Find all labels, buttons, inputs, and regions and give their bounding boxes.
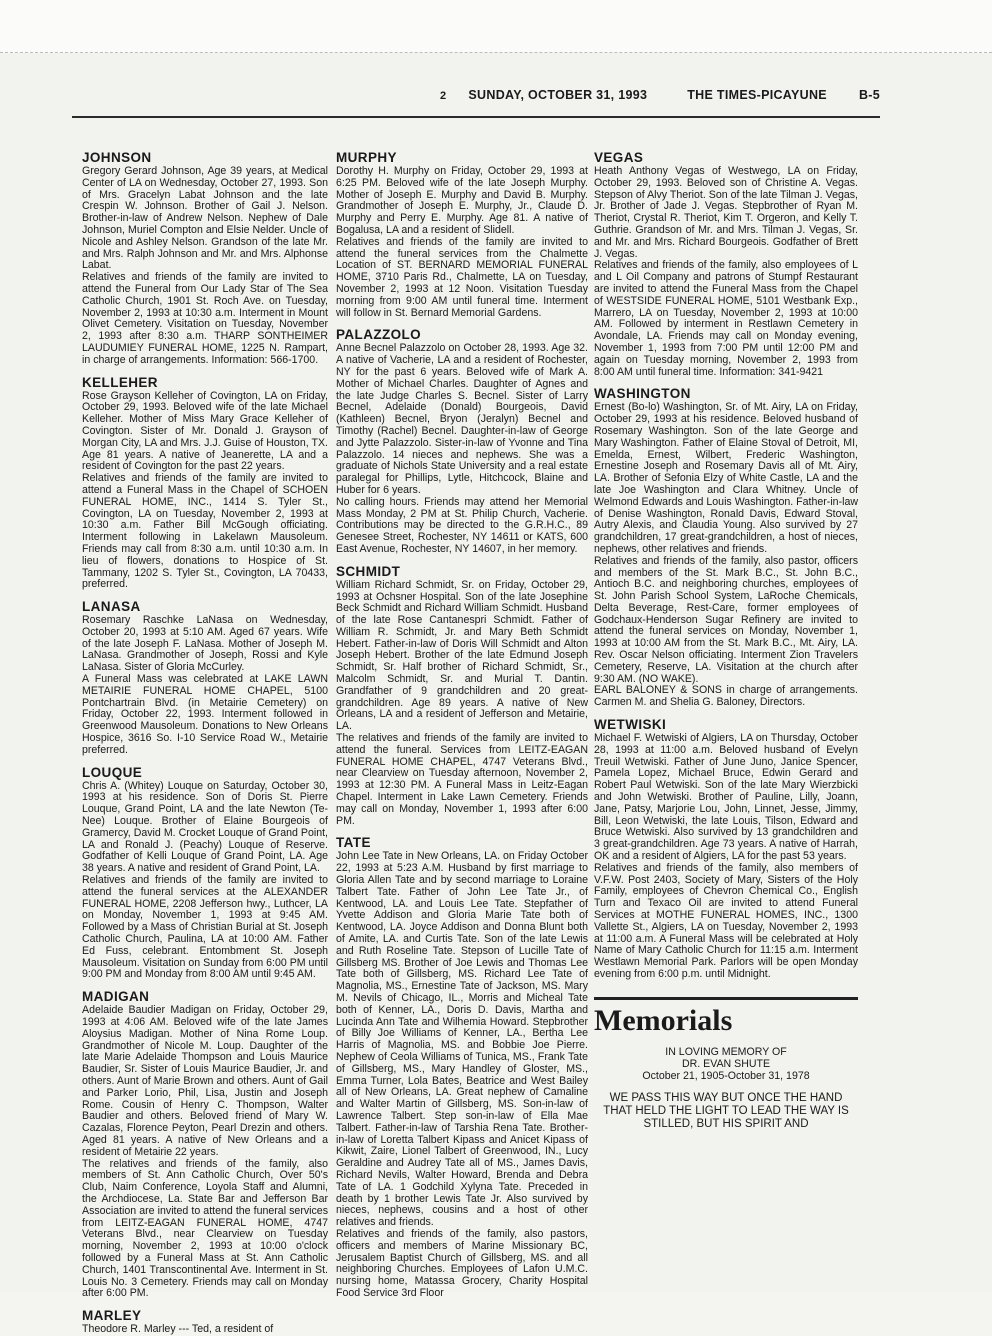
obituary-name: LOUQUE [82,764,143,780]
memorial-name: DR. EVAN SHUTE [681,1057,771,1070]
header-rule [72,116,880,118]
newspaper-name: THE TIMES-PICAYUNE [687,88,827,102]
obituary-name: VEGAS [594,150,644,165]
obituary-paragraph: Relatives and friends of the family, also pastors, officers and members of Marine Missionary BC, Jerusalem Baptist Church of Gillsberg, MS. and all neighboring Churches. Employees of Lafon U.M.C. nursing home, Matassa Grocery, Charity Hospital Food Service 3rd Floor [336,1227,588,1299]
obituary-paragraph: Ernest (Bo-lo) Washington, Sr. of Mt. Airy, LA on Friday, October 29, 1993 at his residence. Beloved husband of Rosemary Washington. Son of the late George and Mary Washington. Father of Elaine Stoval of Detroit, MI, Emelda, Ernest, Wilbert, Frederic Washington, Ernestine Joseph and Rosemary Davis all of Mt. Airy, LA. Brother of Sefonia Elzy of White Castle, LA and the late Joe Washington and Clara Whitney. Uncle of Welmond Edwards and Louis Washington. Father-in-law of Denise Washington, Ronald Davis, Edward Stoval, Autry Alexis, and Claudia Young. Also survived by 27 grandchildren, 17 great-grandchildren, a host of nieces, nephews, other relatives and friends. [594,401,858,555]
obituary-name: JOHNSON [82,150,152,165]
page-header [440,88,880,110]
obituary-name: WETWISKI [594,717,667,733]
memorial-line-1: IN LOVING MEMORY OF [665,1045,787,1058]
column-2 [336,150,588,1299]
obituary-paragraph: John Lee Tate in New Orleans, LA. on Friday October 22, 1993 at 5:23 A.M. Husband by first marriage to Gloria Allen Tate and by second marriage to Loraine Talbert Tate. Father of John Lee Tate Jr., of Kentwood, LA. and Louis Lee Tate. Stepfather of Yvette Addison and Gloria Marie Tate both of Kentwood, LA. Joyce Addison and Donna Blunt both of Amite, LA. and Curtis Tate. Son of the late Lewis and Ruth Roseline Tate. Stepson of Lucille Tate of Gillsberg MS. Brother of Joe Lewis and Thomas Lee Tate both of Gillsberg, MS. Richard Lee Tate of Magnolia, MS., Ernestine Tate of Jackson, MS. Mary M. Nevils of Chicago, IL., Morris and Micheal Tate both of Kenner, LA., Doris D. Davis, Martha and Lucinda Ann Tate and Wilhemia Howard. Stepbrother of Billy Joe Williams of Kenner, LA., Bertha Lee Harris of Magnolia, MS. and Bobbie Joe Pierre. Nephew of Ceola Williams of Tunica, MS., Frank Tate of Gillsberg, MS., Mary Handley of Gloster, MS., Emma Turner, Lola Bates, Beatrice and West Bailey all of New Orleans, LA. Great nephew of Camaline and Walter Martin of Gillsberg, MS. Son-in-law of Lawrence Talbert. Step son-in-law of Ella Mae Talbert. Father-in-law of Tarshia Rena Tate. Brother-in-law of Loretta Talbert Kipass and Anicet Kipass of Kikwit, Zaire, Lionel Talbert of Greenwood, IN., Lucy Geraldine and Audrey Tate all of MS., James Davis, Richard Nevils, Walter Howard, Brenda and Debra Tate of LA. 1 Godchild Xylyna Tate. Preceded in death by 1 brother Lewis Tate Jr. Also survived by nieces, nephews, cousins and a host of other relatives and friends. [336,850,588,1229]
obituary-johnson [82,150,328,367]
obituary-madigan [82,989,328,1300]
obituary-paragraph: Relatives and friends of the family are invited to attend the funeral services at the ALEXANDER FUNERAL HOME, 2208 Jefferson hwy., Luthcer, LA on Monday, November 1, 1993 at 9:45 AM. Followed by a Mass of Christian Burial at St. Joseph Catholic Church, Paulina, LA at 10:00 AM. Father Ed Fuss, celebrant. Entombment St. Joseph Mausoleum. Visitation on Sunday from 6:00 PM until 9:00 PM and Monday from 8:00 AM until 9:45 AM. [82,874,328,981]
obituary-name: MADIGAN [82,989,150,1005]
column-3 [594,150,858,1292]
obituary-name: PALAZZOLO [336,327,422,343]
obituary-paragraph: William Richard Schmidt, Sr. on Friday, October 29, 1993 at Ochsner Hospital. Son of the late Josephine Beck Schmidt and Richard William Schmidt. Husband of the late Rose Cantanespri Schmidt. Father of William R. Schmidt, Jr. and Mary Beth Schmidt Hebert. Father-in-law of Doris Will Schmidt and Alton Joseph Hebert. Brother of the late Edmund Joseph Schmidt, Sr. Half brother of Richard Schmidt, Sr., Malcolm Schmidt, Sr. and Murial T. Dantin. Grandfather of 9 grandchildren and 20 great-grandchildren. Age 89 years. A native of New Orleans, LA and a resident of Jefferson and Metairie, LA. [336,578,588,733]
obituary-name: MURPHY [336,150,397,165]
obituary-stack [594,150,858,981]
obituary-lanasa [82,599,328,757]
obituary-washington [594,386,858,709]
obituary-paragraph: Chris A. (Whitey) Louque on Saturday, October 30, 1993 at his residence. Son of Doris St. Pierre Louque, Grand Point, LA and the late Newton (Te-Nee) Louque. Brother of Elaine Bourgeois of Gramercy, David M. Crocket Louque of Grand Point, LA and Ronald J. (Peachy) Louque of Reserve. Godfather of Kelli Louque of Grand Point, LA. Age 38 years. A native and resident of Grand Point, LA. [82,779,328,875]
header-date: SUNDAY, OCTOBER 31, 1993 [468,88,648,102]
obituary-paragraph: Relatives and friends of the family are invited to attend the Funeral from Our Lady Star of The Sea Catholic Church, 1901 St. Roch Ave. on Tuesday, November 2, 1993 at 10:30 a.m. Interment in Mount Olivet Cemetery. Visitation on Tuesday, November 2, 1993 after 8:30 a.m. THARP SONTHEIMER LAUDUMIEY FUNERAL HOME, 1225 N. Rampart, in charge of arrangements. Information: 566-1700. [82,271,328,366]
obituary-paragraph: Adelaide Baudier Madigan on Friday, October 29, 1993 at 4:06 AM. Beloved wife of the late James Aloysius Madigan. Mother of Nina Rome Loup. Grandmother of Nicole M. Loup. Daughter of the late Marie Adelaide Thompson and Louis Maurice Baudier, Sr. Sister of Louis Maurice Baudier, Jr. and others. Aunt of Marie Brown and others. Aunt of Gail and Parker Lorio, Phil, Lisa, Justin and Joseph Rome. Cousin of Henry C. Thompson, Walter Baudier and others. Beloved friend of Mary W. Cazalas, Florence Peyton, Pearl Drezin and others. Aged 81 years. A native of New Orleans and a resident of Metairie 22 years. [82,1004,328,1158]
obituary-paragraph: A Funeral Mass was celebrated at LAKE LAWN METAIRIE FUNERAL HOME CHAPEL, 5100 Pontchartrain Blvd. (in Metairie Cemetery) on Friday, October 22, 1993. Interment followed in Greenwood Mausoleum. Donations to New Orleans Hospice, 3616 So. I-10 Service Road W., Metairie preferred. [82,673,328,756]
obituary-palazzolo [336,327,588,555]
obituary-paragraph: Relatives and friends of the family, also members of V.F.W. Post 2403, Society of Mary, Sisters of the Holy Family, employees of Chevron Chemical Co., English Turn and Texaco Oil are invited to attend Funeral Services at MOTHE FUNERAL HOMES, INC., 1300 Vallette St., Algiers, LA on Tuesday, November 2, 1993 at 11:00 a.m. A Funeral Mass will be celebrated at Holy Name of Mary Catholic Church for 11:15 a.m. Interment Westlawn Memorial Park. Parlors will be open Monday evening from 6:00 p.m. until Midnight. [594,861,858,980]
obituary-murphy [336,150,588,319]
column-1 [82,150,328,1336]
obituary-name: MARLEY [82,1308,142,1324]
obituary-name: SCHMIDT [336,563,401,579]
obituary-paragraph: EARL BALONEY & SONS in charge of arrangements. Carmen M. and Shelia G. Baloney, Directors. [594,684,858,709]
obituary-marley [82,1308,328,1336]
obituary-paragraph: The relatives and friends of the family are invited to attend the funeral. Services from LEITZ-EAGAN FUNERAL HOME CHAPEL, 4747 Veterans Blvd., near Clearview on Tuesday afternoon, November 2, 1993 at 12:30 PM. A Funeral Mass in Leitz-Eagan Chapel. Interment in Lake Lawn Cemetery. Friends may call on Monday, November 1, 1993 after 6:00 PM. [336,732,588,827]
torn-paper-edge [0,0,992,53]
memorial-verse: WE PASS THIS WAY BUT ONCE THE HAND THAT HELD THE LIGHT TO LEAD THE WAY IS STILLED, BUT HIS SPIRIT AND [603,1091,849,1130]
obituary-paragraph: Heath Anthony Vegas of Westwego, LA on Friday, October 29, 1993. Beloved son of Christine A. Vegas. Stepson of Alvy Theriot. Son of the late Tilman J. Vegas, Jr. Brother of Jade J. Vegas. Stepbrother of Ryan M. Theriot, Crystal R. Theriot, Kim T. Orgeron, and Kelly T. Guthrie. Grandson of Mr. and Mrs. Tilman J. Vegas, Sr. and Mr. and Mrs. Richard Bourgeois. Godfather of Brett J. Vegas. [594,165,858,260]
obituary-wetwiski [594,717,858,981]
obituary-paragraph: Relatives and friends of the family are invited to attend a Funeral Mass in the Chapel of SCHOEN FUNERAL HOME, INC., 1414 S. Tyler St., Covington, LA on Tuesday, November 2, 1993 at 10:30 a.m. Father Bill McGough officiating. Interment following in Lakelawn Mausoleum. Friends may call from 8:30 a.m. until 10:30 a.m. In lieu of flowers, donations to Hospice of St. Tammany, 1202 S. Tyler St., Covington, LA 70433, preferred. [82,472,328,591]
obituary-paragraph: Rosemary Raschke LaNasa on Wednesday, October 20, 1993 at 5:10 AM. Aged 67 years. Wife of the late Joseph F. LaNasa. Mother of Joseph M. LaNasa. Grandmother of Joseph, Rossi and Kyle LaNasa. Sister of Gloria McCurley. [82,614,328,674]
section-label: B-5 [858,88,880,102]
obituary-tate [336,835,588,1299]
obituary-paragraph: Relatives and friends of the family, also pastor, officers and members of the St. Mark B.C., St. John B.C., Antioch B.C. and neighboring churches, employees of St. John Parish School System, LaRoche Chemicals, Delta Beverage, Rest-Care, former employees of Godchaux-Henderson Sugar Refinery are invited to attend the funeral services on Monday, November 1, 1993 at 10:00 AM from the St. Mark B.C., Mt. Airy, LA. Rev. Oscar Nelson officiating. Interment Zion Travelers Cemetery, Reserve, LA. Visitation at the church after 9:30 AM. (NO WAKE). [594,554,858,685]
memorial-notice [594,1046,858,1131]
obituary-paragraph: Rose Grayson Kelleher of Covington, LA on Friday, October 29, 1993. Beloved wife of the late Michael Kelleher. Mother of Miss Mary Grace Kelleher of Covington. Sister of Mr. Donald J. Grayson of Morgan City, LA and Mrs. J.J. Guise of Houston, TX. Age 81 years. A native of Jeanerette, LA and a resident of Covington for the past 22 years. [82,389,328,473]
obituary-paragraph: The relatives and friends of the family, also members of St. Ann Catholic Church, Over 50's Club, Naim Conference, Loyola Staff and Alumni, the Archdiocese, La. State Bar and Jefferson Bar Association are invited to attend the funeral services from LEITZ-EAGAN FUNERAL HOME, 4747 Veterans Blvd., near Clearview on Tuesday morning, November 2, 1993 at 10:00 o'clock followed by a Funeral Mass at St. Ann Catholic Church, 1401 Transcontinental Ave. Interment in St. Louis No. 3 Cemetery. Friends may call on Monday after 6:00 PM. [82,1157,328,1300]
obituary-name: LANASA [82,599,141,615]
memorial-dates: October 21, 1905-October 31, 1978 [642,1069,810,1082]
obituary-kelleher [82,375,328,592]
obituary-name: TATE [336,835,371,851]
obituary-name: WASHINGTON [594,386,691,402]
obituary-schmidt [336,564,588,828]
obituary-paragraph: Relatives and friends of the family, also employees of L and L Oil Company and patrons of Stumpf Restaurant are invited to attend the Funeral Mass from the Chapel of WESTSIDE FUNERAL HOME, 5101 Westbank Exp., Marrero, LA on Tuesday, November 2, 1993 at 10:00 AM. Followed by interment in Restlawn Cemetery in Avondale, LA. Friends may call on Monday evening, November 1, 1993 from 7:00 PM until 12:00 PM and again on Tuesday morning, November 2, 1993 from 8:00 AM until funeral time. Information: 341-9421 [594,259,858,378]
obituary-paragraph: Dorothy H. Murphy on Friday, October 29, 1993 at 6:25 PM. Beloved wife of the late Joseph Murphy. Mother of Joseph E. Murphy and David B. Murphy. Grandmother of Joseph E. Murphy, Jr., Claude D. Murphy and Perry E. Murphy. Age 81. A native of Bogalusa, LA and a resident of Slidell. [336,165,588,236]
obituary-vegas [594,150,858,378]
page-number: 2 [440,90,447,102]
obituary-paragraph: No calling hours. Friends may attend her Memorial Mass Monday, 2 PM at St. Philip Church, Vacherie. Contributions may be directed to the G.R.H.C., 89 Genesee Street, Rochester, NY 14611 or KATS, 600 East Avenue, Rochester, NY 14607, in her memory. [336,495,588,555]
obituary-paragraph: Relatives and friends of the family are invited to attend the funeral services from the Chalmette Location of ST. BERNARD MEMORIAL FUNERAL HOME, 3710 Paris Rd., Chalmette, LA on Tuesday, November 2, 1993 at 12 Noon. Visitation Tuesday morning from 9:00 AM until funeral time. Interment will follow in St. Bernard Memorial Gardens. [336,235,588,319]
obituary-paragraph: Theodore R. Marley --- Ted, a resident of [82,1323,274,1336]
obituary-paragraph: Michael F. Wetwiski of Algiers, LA on Thursday, October 28, 1993 at 11:00 a.m. Beloved husband of Evelyn Treuil Wetwiski. Father of June Juno, Janice Spencer, Pamela Lopez, Michael Bruce, Edwin Gerard and Robert Paul Wetwiski. Son of the late Mary Wierzbicki and John Wetwiski. Brother of Pauline, Lilly, Joann, Jane, Patsy, Marjorie Lou, John, Linnet, Jesse, Jimmy, Bill, Leon Wetwiski, the late Louis, Tilson, Edward and Bruce Wetwiski. Also survived by 13 grandchildren and 3 great-grandchildren. Age 73 years. A native of Harrah, OK and a resident of Algiers, LA for the past 53 years. [594,732,858,863]
obituary-louque [82,765,328,982]
obituary-paragraph: Gregory Gerard Johnson, Age 39 years, at Medical Center of LA on Wednesday, October 27, 1993. Son of Mrs. Gracelyn Labat Johnson and the late Crespin W. Johnson. Brother of Gail J. Nelson. Brother-in-law of Andrew Nelson. Nephew of Dale Johnson, Muriel Compton and Elsie Nelder. Uncle of Nicole and Ashley Nelson. Grandson of the late Mr. and Mrs. Ralph Johnson and Mr. and Mrs. Alphonse Labat. [82,165,328,272]
memorials-heading: Memorials [594,997,858,1038]
obituary-name: KELLEHER [82,374,158,390]
obituary-paragraph: Anne Becnel Palazzolo on October 28, 1993. Age 32. A native of Vacherie, LA and a resident of Rochester, NY for the past 6 years. Beloved wife of Mark A. Mother of Michael Charles. Daughter of Agnes and the late Judge Charles S. Becnel. Sister of Larry Becnel, Adelaide (Donald) Bourgeois, David (Kathleen) Becnel, Bryon (Jeralyn) Becnel and Timothy (Rachel) Becnel. Daughter-in-law of George and Jytte Palazzolo. Sister-in-law of Yvonne and Tina Palazzolo. 14 nieces and nephews. She was a graduate of Nichols State University and a real estate paralegal for Phillips, Lytle, Hitchcock, Blaine and Huber for 6 years. [336,342,588,496]
